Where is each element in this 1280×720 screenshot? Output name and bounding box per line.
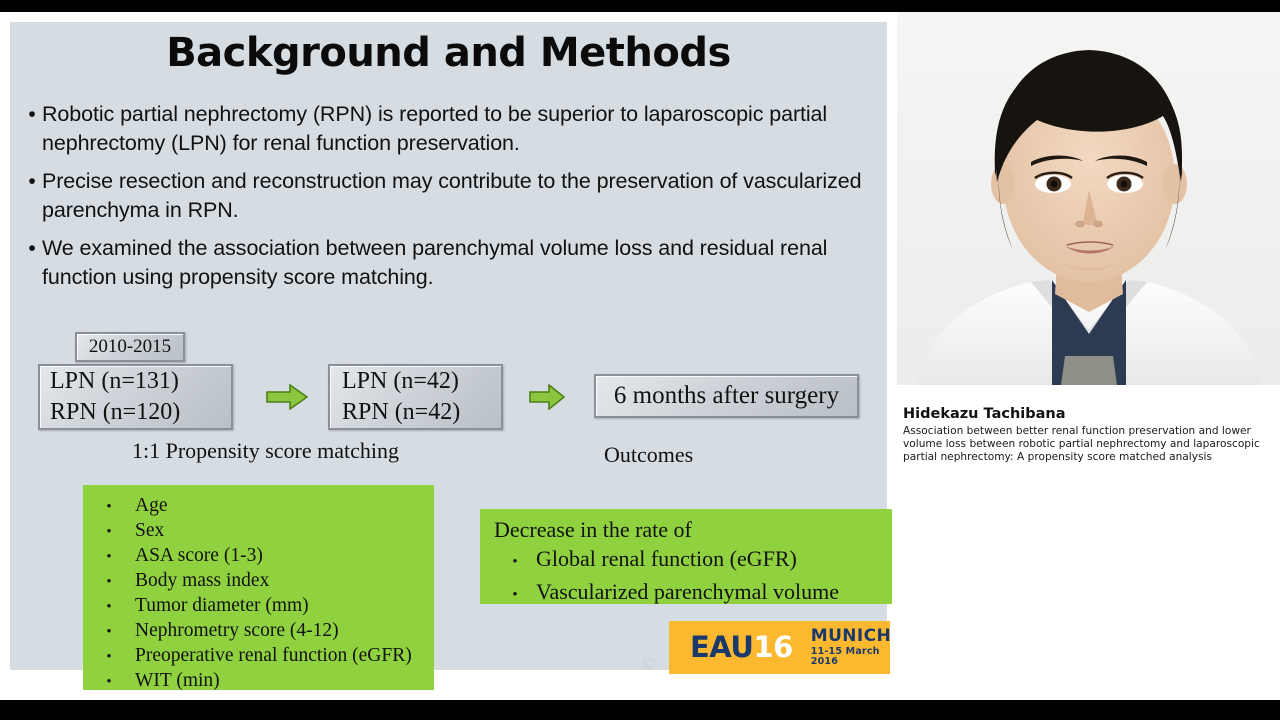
covariate-marker-icon: • bbox=[106, 599, 112, 615]
right-arrow-icon bbox=[529, 384, 565, 410]
eau-edition-text: 16 bbox=[753, 630, 793, 664]
eau-brand-text: EAU bbox=[690, 630, 754, 664]
covariate-marker-icon: • bbox=[106, 674, 112, 690]
outcome-item bbox=[494, 544, 892, 577]
bullet-text: Robotic partial nephrectomy (RPN) is reported to be superior to laparoscopic partial nephrectomy (LPN) for renal function preservation. bbox=[42, 102, 828, 155]
outcomes-panel bbox=[480, 509, 892, 604]
covariate-label: Age bbox=[135, 495, 168, 516]
covariate-item bbox=[83, 544, 434, 569]
followup-box bbox=[594, 374, 859, 418]
eau-wordmark bbox=[690, 630, 793, 664]
covariates-panel bbox=[83, 485, 434, 690]
bullet-item bbox=[22, 234, 882, 292]
covariate-label: Tumor diameter (mm) bbox=[135, 595, 309, 616]
covariate-label: Sex bbox=[135, 520, 165, 541]
outcome-item bbox=[494, 577, 892, 610]
covariate-item bbox=[83, 594, 434, 619]
presentation-slide bbox=[10, 22, 892, 691]
initial-cohort-rpn: RPN (n=120) bbox=[50, 399, 181, 425]
outcomes-caption: Outcomes bbox=[604, 442, 694, 467]
presenter-photo bbox=[897, 12, 1280, 385]
covariate-marker-icon: • bbox=[106, 649, 112, 665]
covariate-item bbox=[83, 519, 434, 544]
covariate-label: WIT (min) bbox=[135, 670, 220, 691]
matched-cohort-rpn: RPN (n=42) bbox=[342, 399, 461, 425]
outcome-label: Vascularized parenchymal volume bbox=[536, 579, 839, 604]
covariate-marker-icon: • bbox=[106, 574, 112, 590]
matched-cohort-box bbox=[328, 364, 503, 430]
bullet-text: Precise resection and reconstruction may contribute to the preservation of vascularized parenchyma in RPN. bbox=[42, 169, 862, 222]
bullet-text: We examined the association between parenchymal volume loss and residual renal function using propensity score matching. bbox=[42, 236, 828, 289]
eau-dates-text: 11-15 March 2016 bbox=[810, 646, 880, 668]
bullet-marker-icon: • bbox=[28, 103, 36, 126]
covariate-item bbox=[83, 569, 434, 594]
slide-bullet-list bbox=[22, 100, 882, 301]
followup-label: 6 months after surgery bbox=[613, 382, 840, 409]
eau-location-block bbox=[810, 625, 892, 668]
outcome-marker-icon: • bbox=[512, 554, 518, 570]
study-flow-diagram bbox=[10, 322, 887, 482]
bullet-marker-icon: • bbox=[28, 237, 36, 260]
outcomes-heading: Decrease in the rate of bbox=[494, 517, 692, 542]
covariate-marker-icon: • bbox=[106, 624, 112, 640]
covariate-label: Preoperative renal function (eGFR) bbox=[135, 645, 412, 666]
bullet-item bbox=[22, 100, 882, 158]
covariate-marker-icon: • bbox=[106, 499, 112, 515]
initial-cohort-lpn: LPN (n=131) bbox=[50, 368, 179, 394]
covariate-item bbox=[83, 669, 434, 694]
covariate-label: Body mass index bbox=[135, 570, 270, 591]
study-period-box bbox=[75, 332, 185, 362]
initial-cohort-box bbox=[38, 364, 233, 430]
presenter-name: Hidekazu Tachibana bbox=[903, 406, 1066, 422]
covariate-marker-icon: • bbox=[106, 524, 112, 540]
presenter-panel bbox=[897, 12, 1280, 700]
outcome-label: Global renal function (eGFR) bbox=[536, 546, 797, 571]
covariate-item bbox=[83, 644, 434, 669]
covariate-label: ASA score (1-3) bbox=[135, 545, 263, 566]
covariate-marker-icon: • bbox=[106, 549, 112, 565]
bullet-item bbox=[22, 167, 882, 225]
right-arrow-icon bbox=[266, 384, 308, 410]
eau-city-text: MUNICH bbox=[810, 625, 892, 646]
outcome-marker-icon: • bbox=[512, 587, 518, 603]
covariate-item bbox=[83, 494, 434, 519]
study-period-label: 2010-2015 bbox=[88, 336, 172, 357]
eau16-logo bbox=[669, 621, 890, 674]
slide-title: Background and Methods bbox=[166, 30, 731, 76]
bullet-marker-icon: • bbox=[28, 170, 36, 193]
presenter-abstract-title: Association between better renal function preservation and lower volume loss between robotic partial nephrectomy and laparoscopic partial nephrectomy: A propensity score matched analysis bbox=[903, 425, 1260, 463]
covariate-item bbox=[83, 619, 434, 644]
covariate-label: Nephrometry score (4-12) bbox=[135, 620, 339, 641]
matching-caption: 1:1 Propensity score matching bbox=[132, 438, 400, 463]
copyright-watermark: © bbox=[642, 654, 655, 673]
matched-cohort-lpn: LPN (n=42) bbox=[342, 368, 459, 394]
